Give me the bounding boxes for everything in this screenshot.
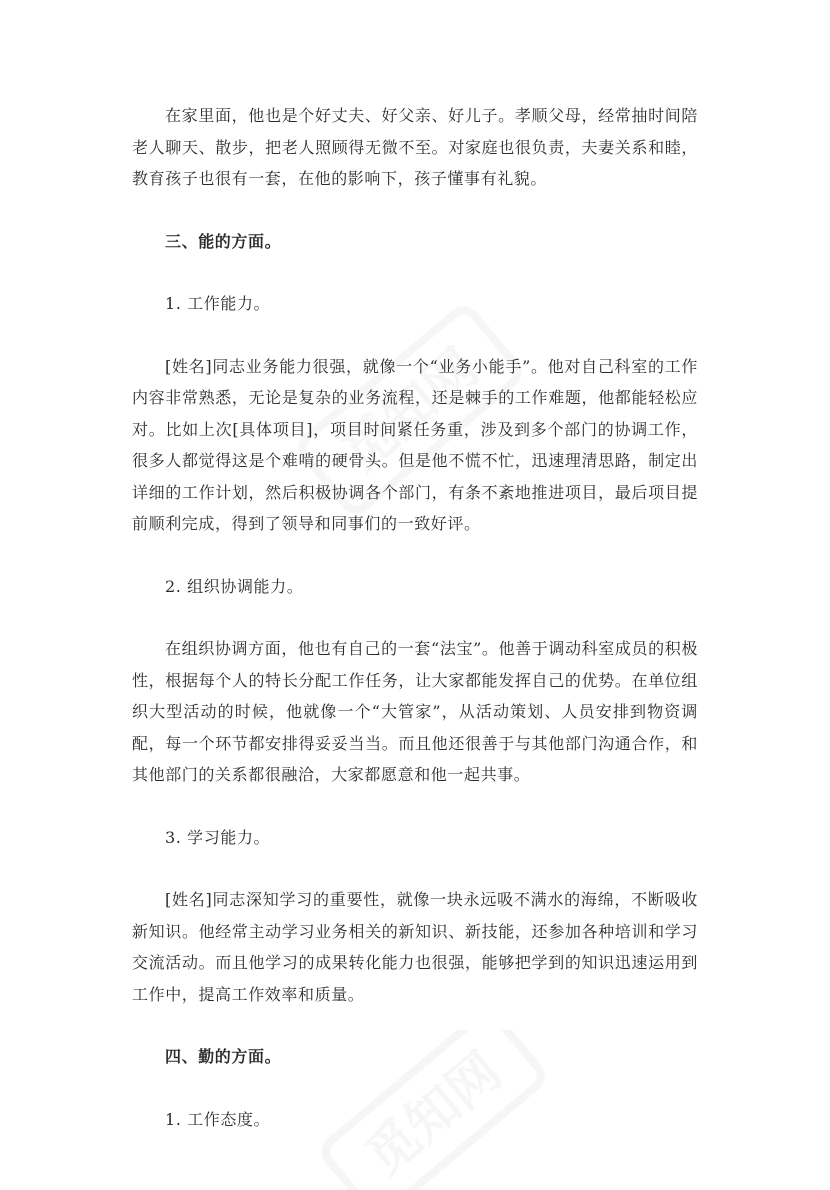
subheading-work-attitude: 1. 工作态度。: [165, 1109, 271, 1129]
document-body: [132, 100, 698, 1135]
paragraph-family: 在家里面，他也是个好丈夫、好父亲、好儿子。孝顺父母，经常抽时间陪老人聊天、散步，把老人照顾得无微不至。对家庭也很负责，夫妻关系和睦，教育孩子也很有一套，在他的影响下，孩子懂事有礼貌。: [132, 106, 698, 188]
subheading-learning: 3. 学习能力。: [165, 827, 271, 847]
watermark-text: 觅知网: [331, 337, 490, 484]
paragraph-coordination: 在组织协调方面，他也有自己的一套“法宝”。他善于调动科室成员的积极性，根据每个人的特长分配工作任务，让大家都能发挥自己的优势。在单位组织大型活动的时候，他就像一个“大管家”，从活动策划、人员安排到物资调配，每一个环节都安排得妥妥当当。而且他还很善于与其他部门沟通合作，和其他部门的关系都很融洽，大家都愿意和他一起共事。: [132, 639, 698, 784]
subheading-coordination: 2. 组织协调能力。: [165, 576, 304, 596]
paragraph-learning: [姓名]同志深知学习的重要性，就像一块永远吸不满水的海绵，不断吸收新知识。他经常主动学习业务相关的新知识、新技能，还参加各种培训和学习交流活动。而且他学习的成果转化能力也很强，能够把学到的知识迅速运用到工作中，提高工作效率和质量。: [132, 890, 698, 1004]
watermark-text-bottom: 觅知网: [354, 1041, 513, 1188]
subheading-work-ability: 1. 工作能力。: [165, 294, 271, 313]
section-heading-ability: 三、能的方面。: [165, 231, 282, 251]
paragraph-work-ability: [姓名]同志业务能力很强，就像一个“业务小能手”。他对自己科室的工作内容非常熟悉，无论是复杂的业务流程，还是棘手的工作难题，他都能轻松应对。比如上次[具体项目]，项目时间紧任务重，涉及到多个部门的协调工作，很多人都觉得这是个难啃的硬骨头。但是他不慌不忙，迅速理清思路，制定出详细的工作计划，然后积极协调各个部门，有条不紊地推进项目，最后项目提前顺利完成，得到了领导和同事们的一致好评。: [132, 356, 698, 533]
section-heading-diligence: 四、勤的方面。: [165, 1047, 282, 1066]
